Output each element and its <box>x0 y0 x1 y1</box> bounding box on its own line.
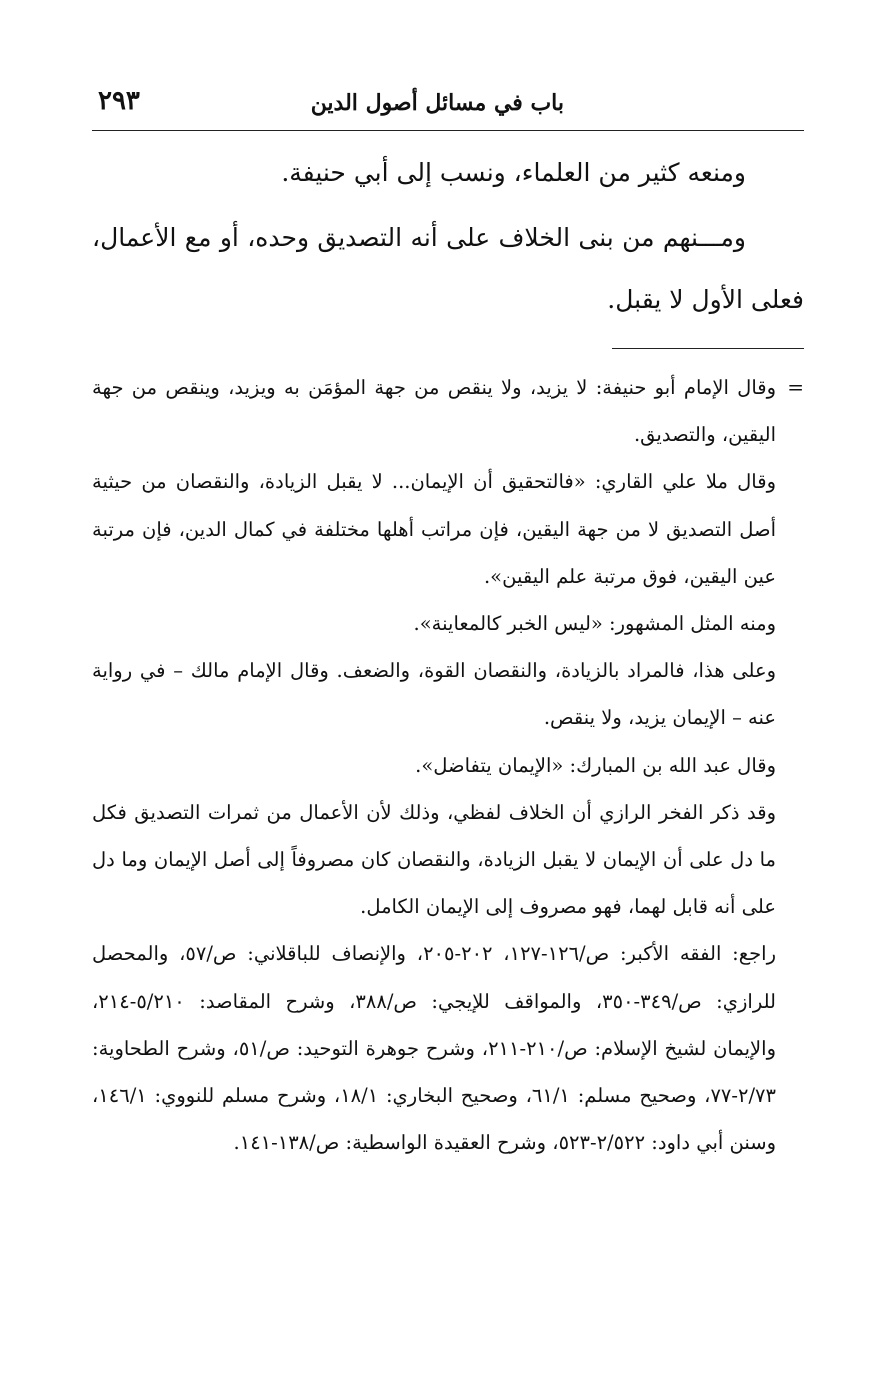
footnote-paragraph: وقد ذكر الفخر الرازي أن الخلاف لفظي، وذلك لأن الأعمال من ثمرات التصديق فكل ما دل على أن الإيمان لا يقبل الزيادة، والنقصان كان مصروفاً إلى أصل الإيمان وما دل على أنه قابل لهما، فهو مصروف إلى الإيمان الكامل. <box>92 800 776 919</box>
footnotes <box>92 364 804 1166</box>
running-title: باب في مسائل أصول الدين <box>310 90 564 116</box>
footnote-separator <box>612 348 804 349</box>
footnote-paragraph: ومنه المثل المشهور: «ليس الخبر كالمعاينة». <box>413 612 776 636</box>
footnote-references: راجع: الفقه الأكبر: ص/١٢٦-١٢٧، ٢٠٢-٢٠٥، والإنصاف للباقلاني: ص/٥٧، والمحصل للرازي: ص/٣٤٩-٣٥٠، والمواقف للإيجي: ص/٣٨٨، وشرح المقاصد: ٥/٢١٠-٢١٤، والإيمان لشيخ الإسلام: ص/٢١٠-٢١١، وشرح جوهرة التوحيد: ص/٥١، وشرح الطحاوية: ٢/٧٣-٧٧، وصحيح مسلم: ٦١/١، وصحيح البخاري: ١٨/١، وشرح مسلم للنووي: ١٤٦/١، وسنن أبي داود: ٢/٥٢٢-٥٢٣، وشرح العقيدة الواسطية: ص/١٣٨-١٤١. <box>92 942 777 1155</box>
header-rule <box>92 130 804 131</box>
main-text <box>92 142 804 331</box>
page-header <box>92 84 804 128</box>
footnote-text: وقال الإمام أبو حنيفة: لا يزيد، ولا ينقص من جهة المؤمَن به ويزيد، وينقص من جهة اليقين، والتصديق. <box>92 376 776 447</box>
footnote-paragraph: وقال ملا علي القاري: «فالتحقيق أن الإيمان... لا يقبل الزيادة، والنقصان من حيثية أصل التصديق لا من جهة اليقين، فإن مراتب أهلها مختلفة في كمال الدين، فإن مرتبة عين اليقين، فوق مرتبة علم اليقين». <box>92 470 776 588</box>
footnote-paragraph <box>92 364 804 458</box>
main-paragraph: ومـــنهم من بنى الخلاف على أنه التصديق وحده، أو مع الأعمال، فعلى الأول لا يقبل. <box>92 223 804 314</box>
main-paragraph: ومنعه كثير من العلماء، ونسب إلى أبي حنيفة. <box>281 158 746 187</box>
continuation-mark: = <box>787 375 804 399</box>
page-number: ٢٩٣ <box>98 86 140 116</box>
footnote-paragraph: وعلى هذا، فالمراد بالزيادة، والنقصان القوة، والضعف. وقال الإمام مالك – في رواية عنه – الإيمان يزيد، ولا ينقص. <box>92 659 776 730</box>
footnote-paragraph: وقال عبد الله بن المبارك: «الإيمان يتفاضل». <box>415 753 776 777</box>
